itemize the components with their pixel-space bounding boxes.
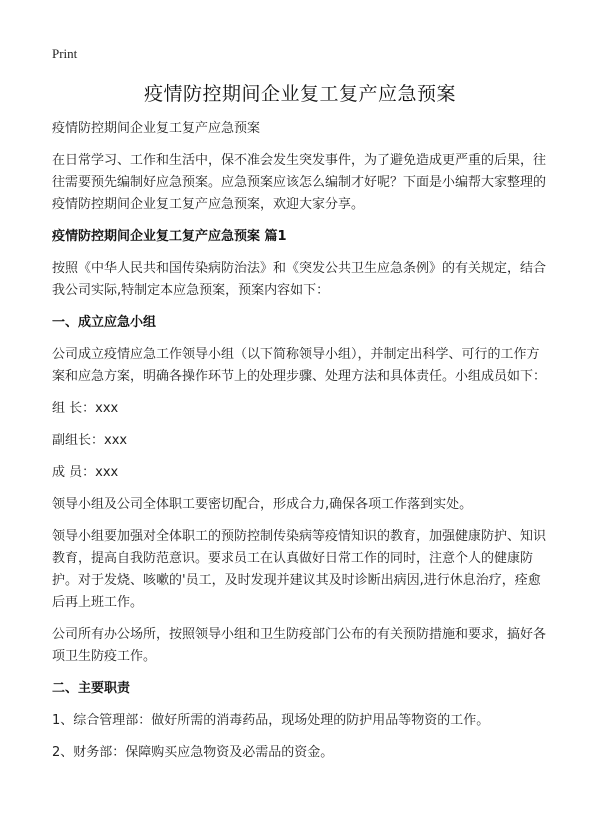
team-deputy: 副组长：xxx	[52, 433, 128, 448]
duty-item-2: 2、财务部：保障购买应急物资及必需品的资金。	[52, 745, 334, 760]
part1-paragraph-1: 公司成立疫情应急工作领导小组（以下简称领导小组），并制定出科学、可行的工作方案和应急方案，明确各操作环节上的处理步骤、处理方法和具体责任。小组成员如下：	[52, 347, 547, 384]
page-title: 疫情防控期间企业复工复产应急预案	[143, 83, 456, 105]
section-title: 疫情防控期间企业复工复产应急预案 篇1	[52, 229, 287, 244]
part1-heading: 一、成立应急小组	[52, 315, 157, 330]
part2-heading: 二、主要职责	[52, 681, 131, 696]
document-body	[52, 118, 552, 774]
duty-item-1: 1、综合管理部：做好所需的消毒药品，现场处理的防护用品等物资的工作。	[52, 713, 490, 728]
part1-paragraph-2: 领导小组及公司全体职工要密切配合，形成合力,确保各项工作落到实处。	[52, 497, 473, 512]
preface-paragraph: 按照《中华人民共和国传染病防治法》和《突发公共卫生应急条例》的有关规定，结合我公司实际,特制定本应急预案，预案内容如下：	[52, 261, 547, 298]
document-subtitle: 疫情防控期间企业复工复产应急预案	[52, 121, 261, 136]
part1-paragraph-3: 领导小组要加强对全体职工的预防控制传染病等疫情知识的教育，加强健康防护、知识教育，提高自我防范意识。要求员工在认真做好日常工作的同时，注意个人的健康防护。对于发烧、咳嗽的'员工，及时发现并建议其及时诊断出病因,进行休息治疗，痊愈后再上班工作。	[52, 529, 547, 610]
intro-paragraph: 在日常学习、工作和生活中，保不准会发生突发事件，为了避免造成更严重的后果，往往需要预先编制好应急预案。应急预案应该怎么编制才好呢？下面是小编帮大家整理的疫情防控期间企业复工复产应急预案，欢迎大家分享。	[52, 153, 547, 212]
print-link[interactable]: Print	[52, 46, 78, 61]
team-member: 成 员：xxx	[52, 465, 119, 480]
team-leader: 组 长：xxx	[52, 401, 119, 416]
part1-paragraph-4: 公司所有办公场所，按照领导小组和卫生防疫部门公布的有关预防措施和要求，搞好各项卫生防疫工作。	[52, 627, 547, 664]
